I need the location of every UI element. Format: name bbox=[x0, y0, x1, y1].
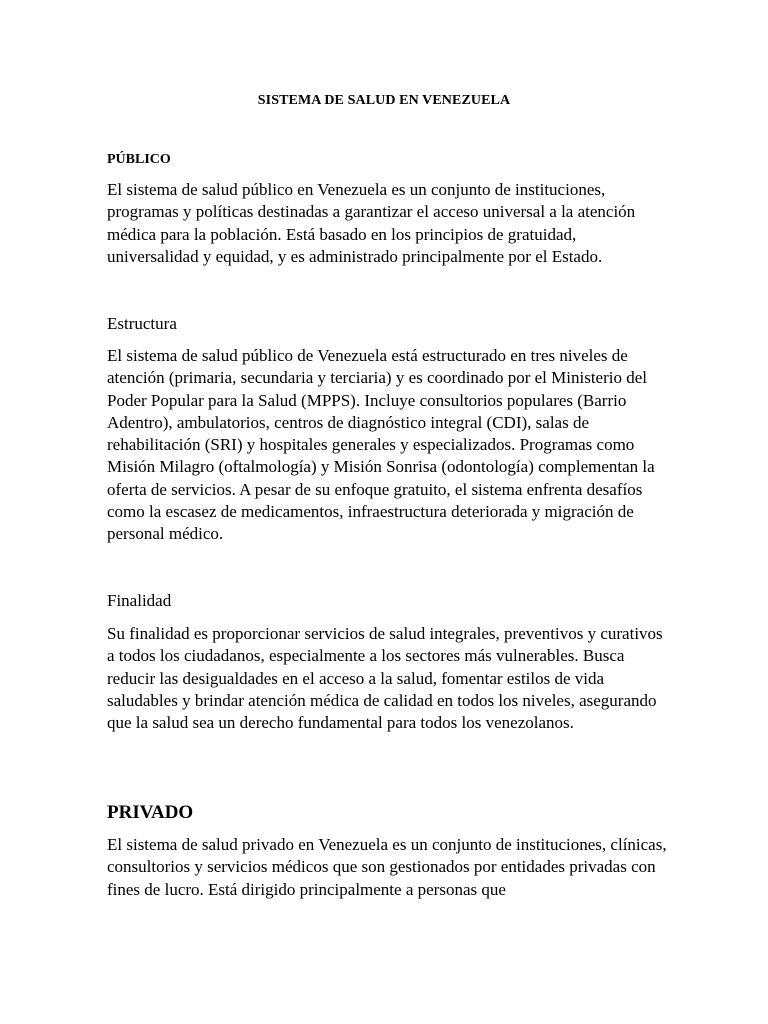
paragraph-publico-intro: El sistema de salud público en Venezuela es un conjunto de instituciones, programas y políticas destinadas a garantizar el acceso universal a la atención médica para la población. Está basado en los principios de gratuidad, universalidad y equidad, y es administrado principalmente por el Estado. bbox=[107, 180, 636, 266]
section-heading-publico: PÚBLICO bbox=[107, 152, 171, 167]
subheading-estructura: Estructura bbox=[107, 314, 177, 333]
document-title: SISTEMA DE SALUD EN VENEZUELA bbox=[257, 93, 511, 108]
section-heading-privado: PRIVADO bbox=[107, 802, 194, 823]
subheading-finalidad: Finalidad bbox=[107, 591, 172, 610]
paragraph-privado-intro: El sistema de salud privado en Venezuela es un conjunto de instituciones, clínicas, consultorios y servicios médicos que son gestionados por entidades privadas con fines de lucro. Está dirigido principalmente a personas que bbox=[107, 835, 667, 899]
paragraph-estructura: El sistema de salud público de Venezuela está estructurado en tres niveles de atención (primaria, secundaria y terciaria) y es coordinado por el Ministerio del Poder Popular para la Salud (MPPS). Incluye consultorios populares (Barrio Adentro), ambulatorios, centros de diagnóstico integral (CDI), salas de rehabilitación (SRI) y hospitales generales y especializados. Programas como Misión Milagro (oftalmología) y Misión Sonrisa (odontología) complementan la oferta de servicios. A pesar de su enfoque gratuito, el sistema enfrenta desafíos como la escasez de medicamentos, infraestructura deteriorada y migración de personal médico. bbox=[107, 346, 655, 544]
paragraph-finalidad: Su finalidad es proporcionar servicios de salud integrales, preventivos y curativos a todos los ciudadanos, especialmente a los sectores más vulnerables. Busca reducir las desigualdades en el acceso a la salud, fomentar estilos de vida saludables y brindar atención médica de calidad en todos los niveles, asegurando que la salud sea un derecho fundamental para todos los venezolanos. bbox=[107, 624, 663, 733]
